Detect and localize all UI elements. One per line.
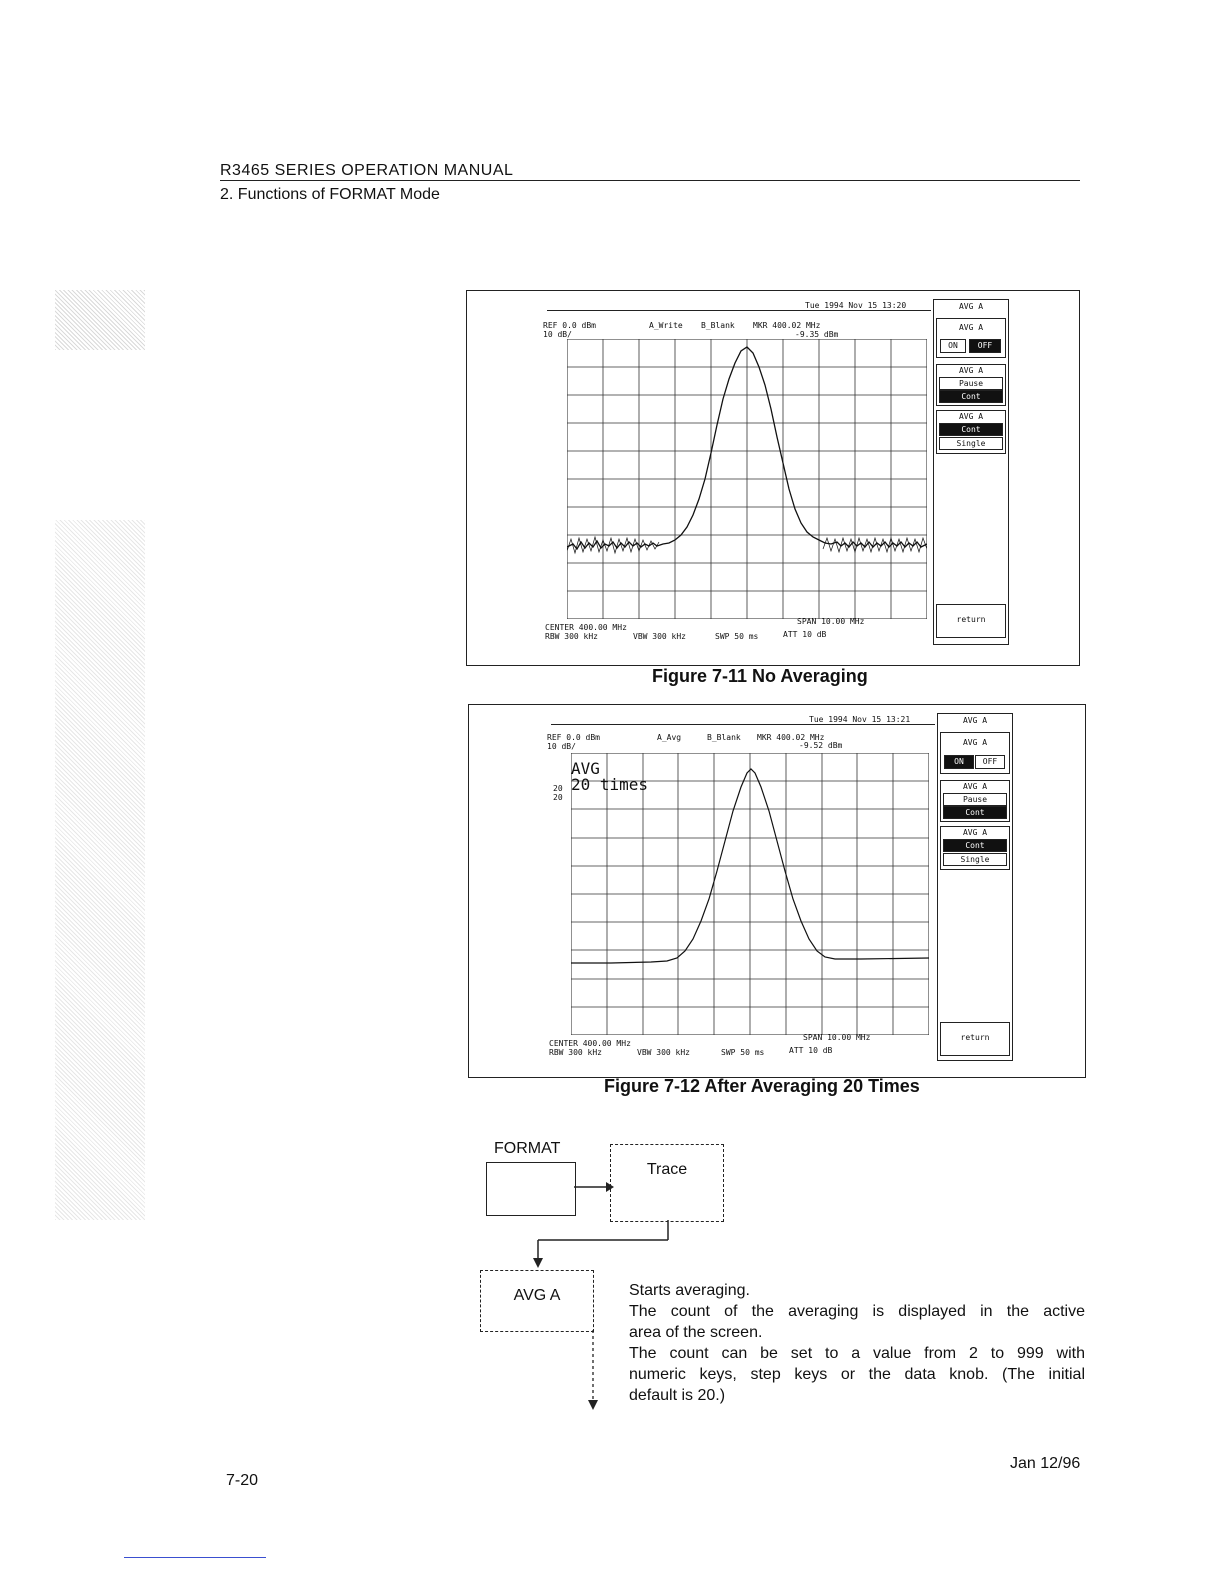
pause-title: AVG A	[962, 782, 988, 791]
mode-cont-option[interactable]: Cont	[939, 423, 1003, 436]
pause-option[interactable]: Pause	[943, 793, 1007, 806]
marker-level: -9.35 dBm	[795, 330, 839, 339]
active-line-2: 20 times	[571, 775, 649, 794]
vbw: VBW 300 kHz	[637, 1048, 690, 1057]
mode-single-option[interactable]: Single	[939, 437, 1003, 450]
off-option[interactable]: OFF	[969, 339, 1001, 353]
return-label: return	[956, 615, 986, 624]
span: SPAN 10.00 MHz	[803, 1033, 871, 1042]
bottom-rule	[124, 1557, 266, 1558]
count-label: 20	[553, 784, 563, 793]
avg-a-description	[629, 1280, 1085, 1406]
avg-mode-key[interactable]	[940, 826, 1010, 870]
trace-softkey[interactable]	[610, 1144, 724, 1222]
soft-menu-panel	[937, 713, 1013, 1061]
connector-line	[530, 1220, 680, 1272]
center-frequency: CENTER 400.00 MHz	[545, 623, 627, 632]
trace-b-mode: B_Blank	[701, 321, 735, 330]
page-number: 7-20	[226, 1472, 259, 1489]
mode-title: AVG A	[962, 828, 988, 837]
scan-artifact	[55, 520, 145, 1220]
soft-menu-panel	[933, 299, 1009, 645]
sweep-time: SWP 50 ms	[721, 1048, 765, 1057]
on-option[interactable]: ON	[940, 339, 966, 353]
desc-line: area of the screen.	[629, 1324, 763, 1341]
datetime: Tue 1994 Nov 15 13:21	[809, 715, 911, 724]
avg-a-label: AVG A	[513, 1287, 561, 1304]
on-option[interactable]: ON	[944, 755, 974, 769]
mode-cont-option[interactable]: Cont	[943, 839, 1007, 852]
attenuation: ATT 10 dB	[783, 630, 827, 639]
manual-title: R3465 SERIES OPERATION MANUAL	[220, 162, 514, 179]
desc-line: The count can be set to a value from 2 to 999 with	[629, 1345, 1085, 1362]
top-rule	[547, 310, 931, 311]
marker-frequency: MKR 400.02 MHz	[757, 733, 825, 742]
trace-a-mode: A_Write	[649, 321, 683, 330]
header-rule	[220, 180, 1080, 181]
return-key[interactable]	[940, 1022, 1010, 1056]
menu-title: AVG A	[958, 302, 984, 311]
spectrum-graticule	[567, 339, 927, 619]
avg-onoff-key[interactable]	[940, 732, 1010, 774]
format-key-label: FORMAT	[494, 1140, 561, 1157]
ref-level: REF 0.0 dBm	[547, 733, 600, 742]
vbw: VBW 300 kHz	[633, 632, 686, 641]
span: SPAN 10.00 MHz	[797, 617, 865, 626]
mode-title: AVG A	[958, 412, 984, 421]
trace-a-mode: A_Avg	[657, 733, 682, 742]
trace-label: Trace	[646, 1161, 688, 1178]
top-rule	[551, 724, 935, 725]
section-title: 2. Functions of FORMAT Mode	[220, 186, 440, 203]
scale: 10 dB/	[543, 330, 572, 339]
off-option[interactable]: OFF	[975, 755, 1005, 769]
active-area-text	[571, 761, 648, 793]
center-frequency: CENTER 400.00 MHz	[549, 1039, 631, 1048]
active-line-1: AVG	[571, 759, 600, 778]
trace-b-mode: B_Blank	[707, 733, 741, 742]
desc-line: Starts averaging.	[629, 1282, 750, 1299]
datetime: Tue 1994 Nov 15 13:20	[805, 301, 907, 310]
count-label-2: 20	[553, 793, 563, 802]
avg-a-softkey[interactable]	[480, 1270, 594, 1332]
desc-line: numeric keys, step keys or the data knob. (The initial	[629, 1366, 1085, 1383]
ref-level: REF 0.0 dBm	[543, 321, 596, 330]
format-key[interactable]	[486, 1162, 576, 1216]
menu-title: AVG A	[962, 716, 988, 725]
figure-7-11-screenshot	[466, 290, 1080, 666]
rbw: RBW 300 kHz	[549, 1048, 602, 1057]
figure-7-12-caption: Figure 7-12 After Averaging 20 Times	[604, 1076, 920, 1096]
rbw: RBW 300 kHz	[545, 632, 598, 641]
desc-line: The count of the averaging is displayed in the active	[629, 1303, 1085, 1320]
marker-level: -9.52 dBm	[799, 741, 843, 750]
revision-date: Jan 12/96	[1010, 1455, 1081, 1472]
avg-mode-key[interactable]	[936, 410, 1006, 454]
avg-onoff-key[interactable]	[936, 318, 1006, 358]
scan-artifact	[55, 290, 145, 350]
cont-option[interactable]: Cont	[939, 390, 1003, 403]
figure-7-11-caption: Figure 7-11 No Averaging	[652, 666, 868, 686]
return-key[interactable]	[936, 604, 1006, 638]
arrow-right-icon	[574, 1178, 614, 1198]
return-label: return	[960, 1033, 990, 1042]
attenuation: ATT 10 dB	[789, 1046, 833, 1055]
figure-7-12-screenshot	[468, 704, 1086, 1078]
avg-onoff-label: AVG A	[962, 738, 988, 747]
sweep-time: SWP 50 ms	[715, 632, 759, 641]
spectrum-graticule	[571, 753, 929, 1035]
mode-single-option[interactable]: Single	[943, 853, 1007, 866]
desc-line: default is 20.)	[629, 1387, 726, 1404]
marker-frequency: MKR 400.02 MHz	[753, 321, 821, 330]
avg-pause-key[interactable]	[936, 364, 1006, 406]
pause-title: AVG A	[958, 366, 984, 375]
avg-onoff-label: AVG A	[958, 323, 984, 332]
pause-option[interactable]: Pause	[939, 377, 1003, 390]
cont-option[interactable]: Cont	[943, 806, 1007, 819]
avg-pause-key[interactable]	[940, 780, 1010, 822]
down-arrow-icon	[586, 1330, 600, 1412]
scale: 10 dB/	[547, 742, 576, 751]
